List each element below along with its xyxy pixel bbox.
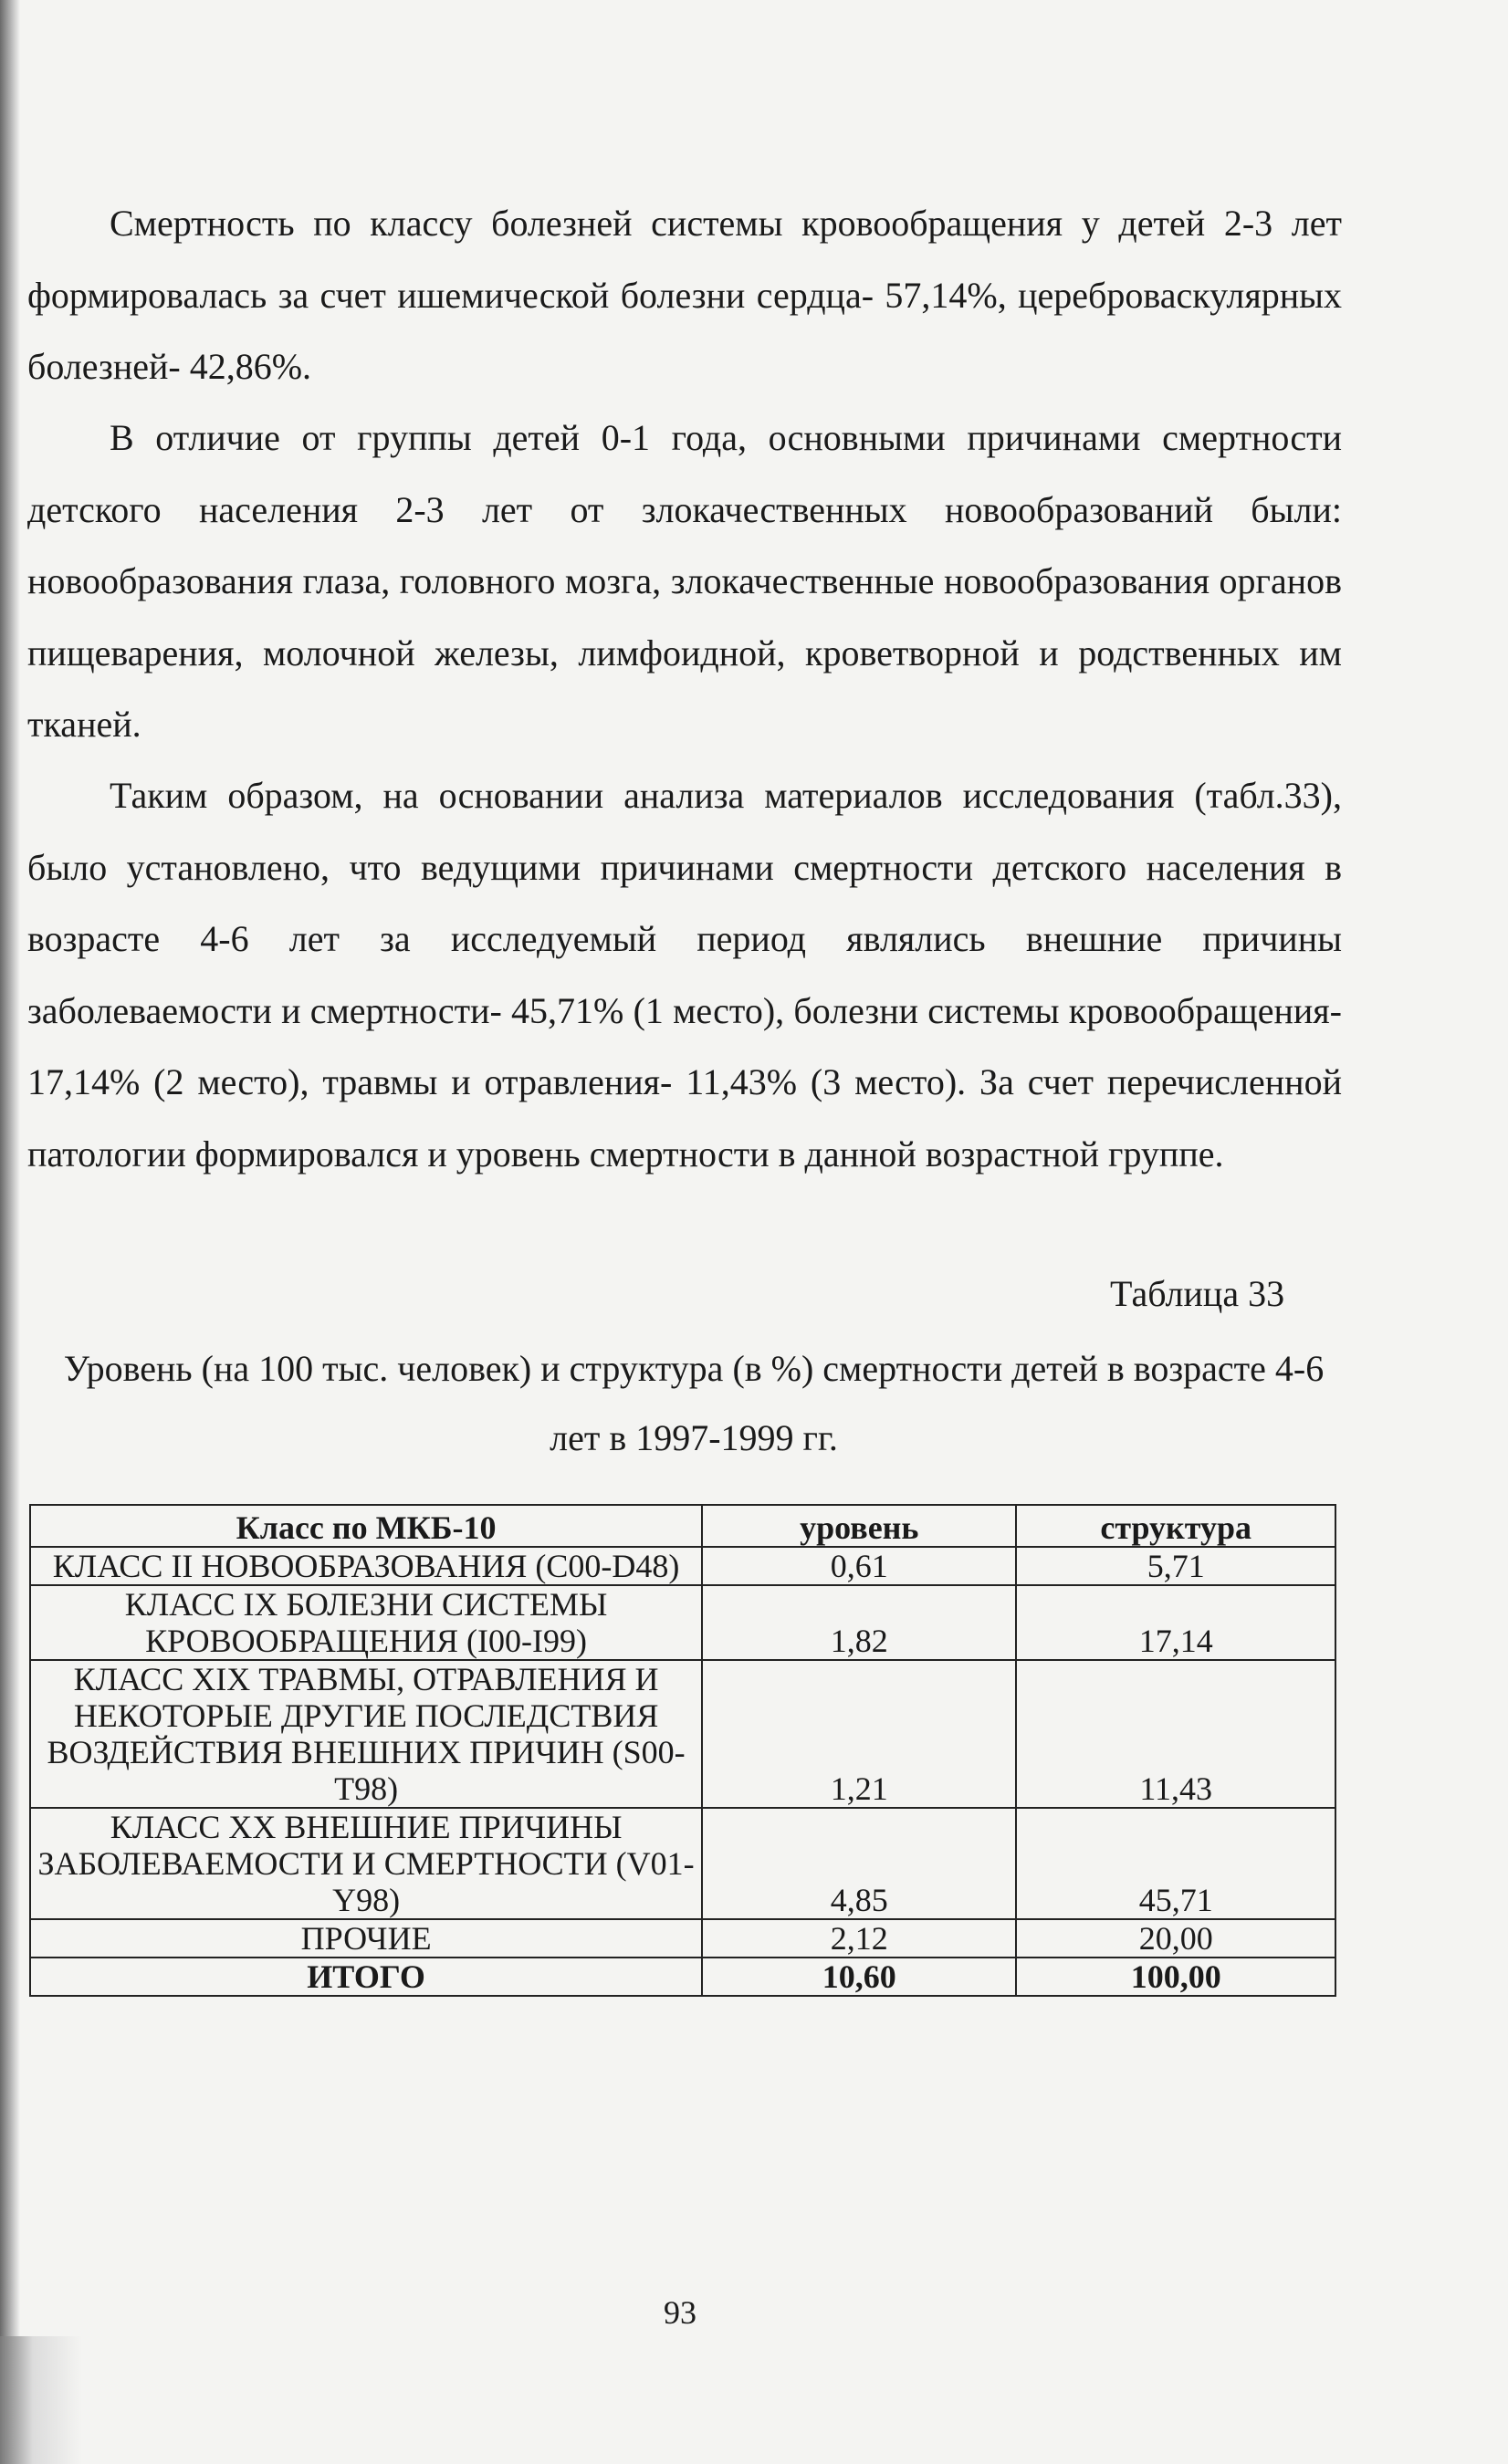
- table-row: [30, 1660, 1335, 1808]
- table-label: Таблица 33: [1110, 1273, 1285, 1314]
- cell-level: 0,61: [702, 1547, 1016, 1585]
- cell-level: 4,85: [702, 1808, 1016, 1919]
- cell-level: 1,21: [702, 1660, 1016, 1808]
- cell-level: 2,12: [702, 1919, 1016, 1958]
- page-number: 93: [664, 2294, 696, 2331]
- header-structure: структура: [1016, 1505, 1335, 1547]
- cell-total-level: 10,60: [702, 1958, 1016, 1996]
- table-title: Уровень (на 100 тыс. человек) и структура (в %) смертности детей в возрасте 4-6 лет в 1997-1999 гг.: [63, 1348, 1325, 1458]
- table-row: [30, 1808, 1335, 1919]
- paragraph-1: Смертность по классу болезней системы кровообращения у детей 2-3 лет формировалась за счет ишемической болезни сердца- 57,14%, цереброваскулярных болезней- 42,86%.: [27, 203, 1342, 387]
- header-level: уровень: [702, 1505, 1016, 1547]
- cell-structure: 20,00: [1016, 1919, 1335, 1958]
- page-corner-shadow: [0, 2336, 82, 2464]
- table-header-row: [30, 1505, 1335, 1547]
- table-row: [30, 1919, 1335, 1958]
- cell-level: 1,82: [702, 1585, 1016, 1660]
- cell-structure: 45,71: [1016, 1808, 1335, 1919]
- cell-class: КЛАСС XX ВНЕШНИЕ ПРИЧИНЫ ЗАБОЛЕВАЕМОСТИ И СМЕРТНОСТИ (V01-Y98): [30, 1808, 702, 1919]
- cell-class: КЛАСС XIX ТРАВМЫ, ОТРАВЛЕНИЯ И НЕКОТОРЫЕ ДРУГИЕ ПОСЛЕДСТВИЯ ВОЗДЕЙСТВИЯ ВНЕШНИХ ПРИЧИН (S00-T98): [30, 1660, 702, 1808]
- mortality-table: [29, 1504, 1336, 1997]
- cell-structure: 11,43: [1016, 1660, 1335, 1808]
- cell-total-class: ИТОГО: [30, 1958, 702, 1996]
- paragraph-2: В отличие от группы детей 0-1 года, основными причинами смертности детского населения 2-3 лет от злокачественных новообразований были: новообразования глаза, головного мозга, злокачественные новообразования органов пищеварения, молочной железы, лимфоидной, кроветворной и родственных им тканей.: [27, 417, 1342, 745]
- page-edge-shadow: [0, 0, 20, 2464]
- paragraph-3: Таким образом, на основании анализа материалов исследования (табл.33), было установлено, что ведущими причинами смертности детского населения в возрасте 4-6 лет за исследуемый период являлись внешние причины заболеваемости и смертности- 45,71% (1 место), болезни системы кровообращения- 17,14% (2 место), травмы и отравления- 11,43% (3 место). За счет перечисленной патологии формировался и уровень смертности в данной возрастной группе.: [27, 775, 1342, 1175]
- cell-class: ПРОЧИЕ: [30, 1919, 702, 1958]
- header-class: Класс по МКБ-10: [30, 1505, 702, 1547]
- cell-structure: 5,71: [1016, 1547, 1335, 1585]
- cell-total-structure: 100,00: [1016, 1958, 1335, 1996]
- table-total-row: [30, 1958, 1335, 1996]
- table-row: [30, 1547, 1335, 1585]
- cell-class: КЛАСС IX БОЛЕЗНИ СИСТЕМЫ КРОВООБРАЩЕНИЯ (I00-I99): [30, 1585, 702, 1660]
- cell-structure: 17,14: [1016, 1585, 1335, 1660]
- cell-class: КЛАСС II НОВООБРАЗОВАНИЯ (С00-D48): [30, 1547, 702, 1585]
- table-row: [30, 1585, 1335, 1660]
